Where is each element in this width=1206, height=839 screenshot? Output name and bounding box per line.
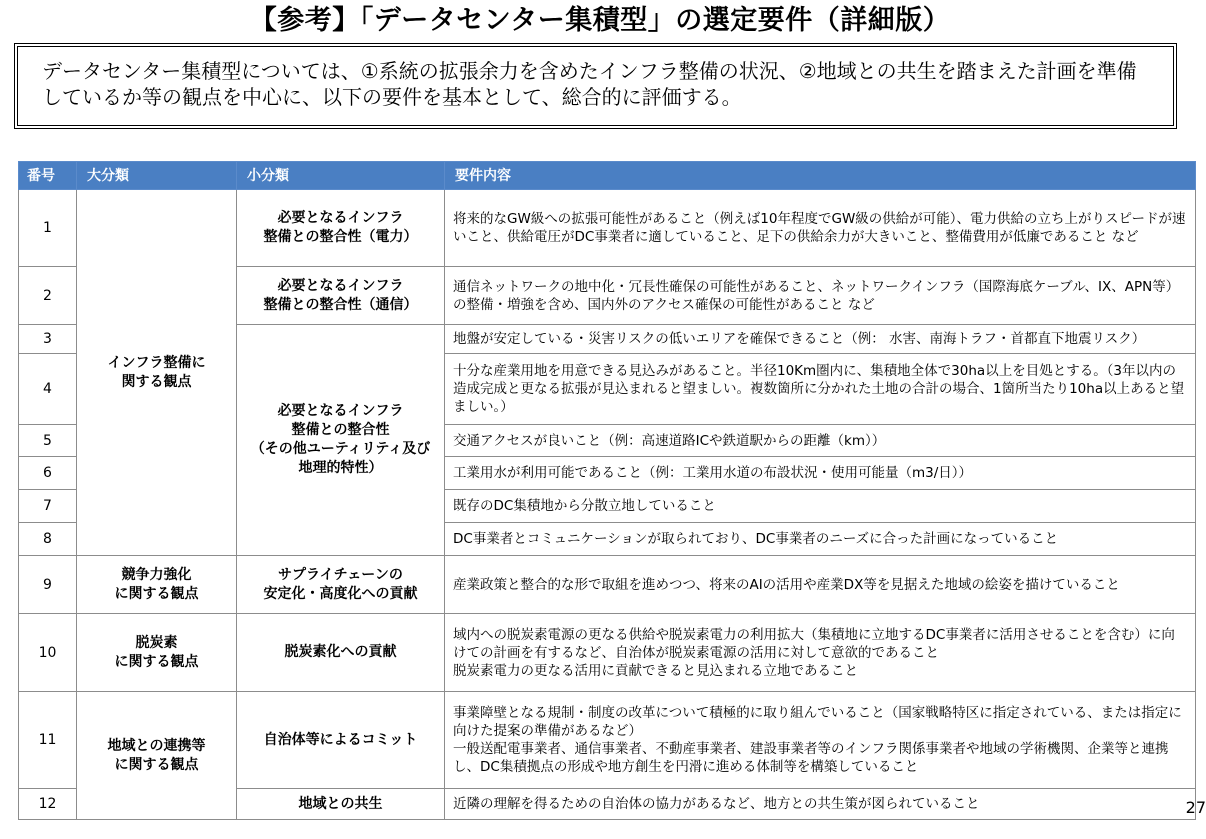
table-row — [19, 556, 1196, 614]
table-row — [19, 692, 1196, 789]
header-num: 番号 — [19, 162, 77, 190]
row-content: 近隣の理解を得るための自治体の協力があるなど、地方との共生策が図られていること — [445, 789, 1196, 820]
subcategory-commit: 自治体等によるコミット — [237, 692, 445, 789]
subcategory-other: 必要となるインフラ 整備との整合性 （その他ユーティリティ及び 地理的特性） — [237, 325, 445, 556]
row-content: 十分な産業用地を用意できる見込みがあること。半径10Km圏内に、集積地全体で30ha以上を目処とする。（3年以内の造成完成と更なる拡張が見込まれると望ましい。複数箇所に分かれた土地の合計の場合、1箇所当たり10ha以上あると望ましい。） — [445, 354, 1196, 425]
table-row — [19, 614, 1196, 692]
header-subcategory: 小分類 — [237, 162, 445, 190]
row-num: 1 — [19, 190, 77, 267]
row-content: 将来的なGW級への拡張可能性があること（例えば10年程度でGW級の供給が可能）、電力供給の立ち上がりスピードが速いこと、供給電圧がDC事業者に適していること、足下の供給余力が大きいこと、整備費用が低廉であること など — [445, 190, 1196, 267]
row-num: 7 — [19, 490, 77, 523]
row-content: 工業用水が利用可能であること（例：工業用水道の布設状況・使用可能量（m3/日）） — [445, 457, 1196, 490]
table-row — [19, 190, 1196, 267]
subcategory-comm: 必要となるインフラ 整備との整合性（通信） — [237, 267, 445, 325]
row-content: 産業政策と整合的な形で取組を進めつつ、将来のAIの活用や産業DX等を見据えた地域の絵姿を描けていること — [445, 556, 1196, 614]
row-content: 地盤が安定している・災害リスクの低いエリアを確保できること（例： 水害、南海トラフ・首都直下地震リスク） — [445, 325, 1196, 354]
row-num: 2 — [19, 267, 77, 325]
subcategory-supply: サプライチェーンの 安定化・高度化への貢献 — [237, 556, 445, 614]
row-num: 4 — [19, 354, 77, 425]
row-content: DC事業者とコミュニケーションが取られており、DC事業者のニーズに合った計画になっていること — [445, 523, 1196, 556]
subcategory-decarb: 脱炭素化への貢献 — [237, 614, 445, 692]
row-num: 6 — [19, 457, 77, 490]
table-header-row — [19, 162, 1196, 190]
header-category: 大分類 — [77, 162, 237, 190]
page-number: 27 — [1185, 798, 1206, 817]
category-decarbon: 脱炭素 に関する観点 — [77, 614, 237, 692]
row-num: 11 — [19, 692, 77, 789]
requirements-table — [18, 161, 1196, 820]
row-num: 9 — [19, 556, 77, 614]
row-content: 通信ネットワークの地中化・冗長性確保の可能性があること、ネットワークインフラ（国際海底ケーブル、IX、APN等）の整備・増強を含め、国内外のアクセス確保の可能性があること など — [445, 267, 1196, 325]
category-region: 地域との連携等 に関する観点 — [77, 692, 237, 820]
page-title: 【参考】「データセンター集積型」の選定要件（詳細版） — [249, 5, 951, 36]
row-num: 10 — [19, 614, 77, 692]
row-content: 域内への脱炭素電源の更なる供給や脱炭素電力の利用拡大（集積地に立地するDC事業者に活用させることを含む）に向けての計画を有するなど、自治体が脱炭素電源の活用に対して意欲的であること 脱炭素電力の更なる活用に貢献できると見込まれる立地であること — [445, 614, 1196, 692]
category-infra: インフラ整備に 関する観点 — [77, 190, 237, 556]
row-num: 8 — [19, 523, 77, 556]
row-content: 既存のDC集積地から分散立地していること — [445, 490, 1196, 523]
row-num: 3 — [19, 325, 77, 354]
header-content: 要件内容 — [445, 162, 1196, 190]
category-competitiveness: 競争力強化 に関する観点 — [77, 556, 237, 614]
row-content: 交通アクセスが良いこと（例：高速道路ICや鉄道駅からの距離（km）） — [445, 425, 1196, 457]
row-num: 12 — [19, 789, 77, 820]
subcategory-coexist: 地域との共生 — [237, 789, 445, 820]
subcategory-power: 必要となるインフラ 整備との整合性（電力） — [237, 190, 445, 267]
row-content: 事業障壁となる規制・制度の改革について積極的に取り組んでいること（国家戦略特区に指定されている、または指定に向けた提案の準備があるなど） 一般送配電事業者、通信事業者、不動産事業者、建設事業者等のインフラ関係事業者や地域の学術機関、企業等と連携し、DC集積拠点の形成や地方創生を円滑に進める体制等を構築していること — [445, 692, 1196, 789]
summary-box: データセンター集積型については、①系統の拡張余力を含めたインフラ整備の状況、②地域との共生を踏まえた計画を準備しているか等の観点を中心に、以下の要件を基本として、総合的に評価する。 — [17, 46, 1174, 126]
row-num: 5 — [19, 425, 77, 457]
